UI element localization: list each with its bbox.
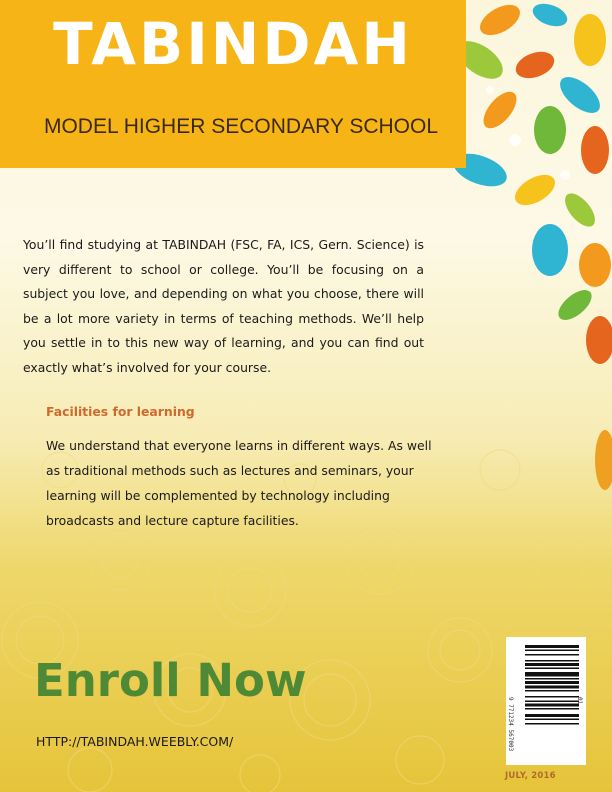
website-url: HTTP://TABINDAH.WEEBLY.COM/ — [36, 734, 234, 749]
header-banner — [0, 0, 466, 168]
facilities-paragraph: We understand that everyone learns in different ways. As well as traditional methods such as lectures and seminars, your learning will be complemented by technology including broadcasts and lecture capture facilities. — [46, 438, 432, 528]
facilities-heading: Facilities for learning — [46, 404, 195, 419]
intro-paragraph: You’ll find studying at TABINDAH (FSC, FA, ICS, Gern. Science) is very different to school or college. You’ll be focusing on a subject you love, and depending on what you choose, there will be a lot more variety in terms of teaching methods. We’ll help you settle in to this new way of learning, and you can find out exactly what’s involved for your course. — [23, 237, 424, 375]
enroll-now-heading: Enroll Now — [34, 654, 307, 707]
issue-date: JULY, 2016 — [505, 771, 556, 781]
school-title: TABINDAH — [53, 10, 413, 78]
barcode-bars — [515, 645, 579, 753]
barcode-digits: 9 771234 567003 — [507, 697, 514, 752]
barcode-check-digits: 01 — [576, 697, 583, 705]
school-subtitle: MODEL HIGHER SECONDARY SCHOOL — [43, 115, 439, 138]
barcode — [506, 637, 586, 765]
